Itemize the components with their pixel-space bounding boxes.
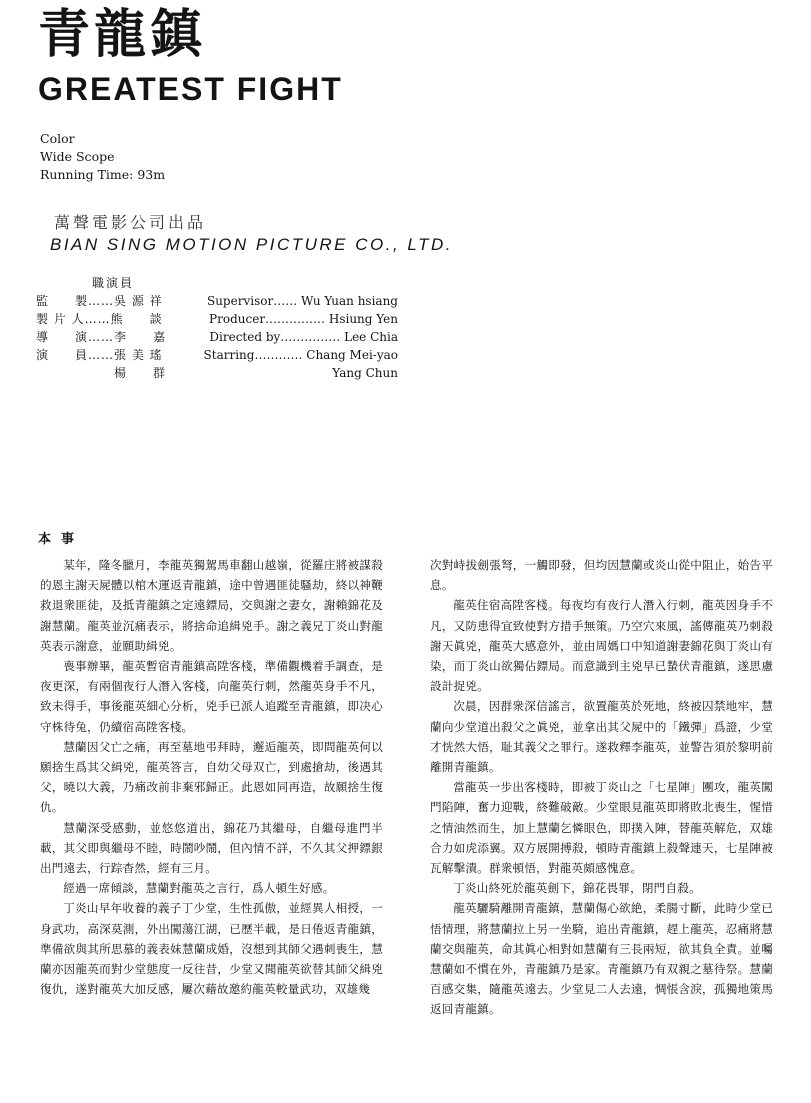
spec-format: Wide Scope <box>40 149 115 164</box>
spec-color: Color <box>40 131 75 146</box>
plot-paragraph: 某年，隆冬臘月，李龍英獨駕馬車翻山越嶺，從羅庄將被謀殺的恩主謝天屍體以棺木運返青龍鎮，途中曾遇匪徒騷劫，終以神鞭救退衆匪徒，及抵青龍鎮之定遠鏢局，交與謝之妻女，謝賴錦花及謝慧蘭。龍英並沉痛表示，將捨命追緝兇手。謝之義兄丁炎山對龍英表示謝意，並願助緝兇。 <box>40 558 383 653</box>
plot-column-left <box>40 555 383 999</box>
credit-producer <box>36 310 398 328</box>
credit-zh: 導 演……李 嘉 <box>36 330 167 344</box>
credit-en: Supervisor…… Wu Yuan hsiang <box>206 294 398 308</box>
credit-zh: 製 片 人……熊 談 <box>36 312 163 326</box>
credit-zh: 監 製……吳 源 祥 <box>36 294 163 308</box>
plot-paragraph: 龍英驪騎離開青龍鎮，慧蘭傷心欲絶，柔腸寸斷，此時少堂已悟情理，將慧蘭拉上另一坐騎，追出青龍鎮，趕上龍英，忍痛將慧蘭交與龍英，命其眞心相對如慧蘭有三長兩短，欲其負全責。並囑慧蘭如不慣在外，青龍鎮乃是家。青龍鎮乃有双親之墓待祭。慧蘭百感交集，隨龍英遠去。少堂見二人去遠，惆悵含淚，孤獨地策馬返回青龍鎮。 <box>430 901 773 1017</box>
staff-credits <box>36 292 398 382</box>
title-chinese: 青龍鎮 <box>38 5 207 65</box>
company-name-english: BIAN SING MOTION PICTURE CO., LTD. <box>50 235 453 254</box>
film-specs <box>40 130 165 184</box>
credit-en: Yang Chun <box>332 366 398 380</box>
plot-paragraph: 慧蘭因父亡之痛，再至墓地弔拜時，邂逅龍英，即問龍英何以願捨生爲其父緝兇，龍英答言，自幼父母双亡，到處搶劫，後遇其父，曉以大義，乃痛改前非棄邪歸正。此恩如同再造，故願捨生復仇。 <box>40 739 383 815</box>
plot-paragraph: 慧蘭深受感動，並悠悠道出，錦花乃其繼母，自繼母進門半載，其父即與繼母不睦，時鬧吵鬧，但內情不詳，不久其父押鏢銀出門遠去，行踪杳然，經有三月。 <box>40 820 383 876</box>
plot-paragraph: 經過一席傾談，慧蘭對龍英之言行，爲人頓生好感。 <box>63 881 335 896</box>
credit-en: Starring………… Chang Mei-yao <box>203 348 398 362</box>
plot-paragraph: 丁炎山終死於龍英劍下，錦花畏罪，閉門自殺。 <box>453 881 701 896</box>
plot-paragraph: 次對峙拔劍張弩，一觸即發，但均因慧蘭或炎山從中阻止，始告平息。 <box>430 558 773 593</box>
credit-en: Directed by…………… Lee Chia <box>209 330 398 344</box>
credit-en: Producer…………… Hsiung Yen <box>209 312 398 326</box>
plot-paragraph: 龍英住宿高陞客棧。每夜均有夜行人潛入行刺，龍英因身手不凡，又防患得宜致使對方措手無策。乃空穴來風，謠傳龍英乃刺殺謝天眞兇，龍英大感意外，並由周媽口中知道謝妻錦花與丁炎山有染，而丁炎山欲獨佔鏢局。而意識到主兇早已蟄伏青龍鎮，遂思慮設計捉兇。 <box>430 598 773 694</box>
credit-star-1 <box>36 346 398 364</box>
credit-zh: 楊 群 <box>36 366 167 380</box>
plot-header: 本事 <box>38 532 85 547</box>
spec-running-time: Running Time: 93m <box>40 167 166 182</box>
credit-supervisor <box>36 292 398 310</box>
plot-paragraph: 喪事辦畢，龍英暫宿青龍鎮高陞客棧，準備觀機着手調查，是夜更深，有兩個夜行人潛入客棧，向龍英行刺，然龍英身手不凡，致未得手，事後龍英細心分析，兇手已派人追蹤至青龍鎮，即决心守株待兔，仍續宿高陞客棧。 <box>40 659 383 734</box>
plot-paragraph: 次晨，因群衆深信謠言，欲置龍英於死地，終被囚禁地牢，慧蘭向少堂道出殺父之眞兇，並拿出其父屍中的「鐵彈」爲證，少堂才恍然大悟，耻其義父之罪行。遂救釋李龍英，並警告須於黎明前離開青龍鎮。 <box>430 699 773 775</box>
company-name-chinese: 萬聲電影公司出品 <box>54 213 207 232</box>
title-english: GREATEST FIGHT <box>38 71 343 107</box>
plot-column-right <box>430 555 773 1020</box>
credit-zh: 演 員……張 美 瑤 <box>36 348 163 362</box>
plot-paragraph: 當龍英一步出客棧時，即被丁炎山之「七星陣」團攻，龍英闖門陷陣，奮力迎戰，終難破敵。少堂眼見龍英即將敗北喪生，惺惜之情油然而生，加上慧蘭乞憐眼色，即撲入陣，替龍英解危，双雄合力如虎添翼。双方展開搏殺，頓時青龍鎮上殺聲連天，七星陣被瓦解擊潰。群衆頓悟，對龍英頗感愧意。 <box>430 780 773 876</box>
staff-header: 職演員 <box>92 276 135 290</box>
plot-paragraph: 丁炎山早年收養的義子丁少堂，生性孤傲，並經異人相授，一身武功，高深莫測，外出闖蕩江湖，已歷半載，是日倦返青龍鎮，準備欲與其所思慕的義表妹慧蘭成婚，沒想到其師父遇刺喪生，慧蘭亦因龍英而對少堂態度一反往昔，少堂又聞龍英欲替其師父緝兇復仇，遂對龍英大加反感，屢次藉故邀約龍英較量武功，双雄幾 <box>40 901 383 997</box>
credit-star-2 <box>36 364 398 382</box>
credit-director <box>36 328 398 346</box>
